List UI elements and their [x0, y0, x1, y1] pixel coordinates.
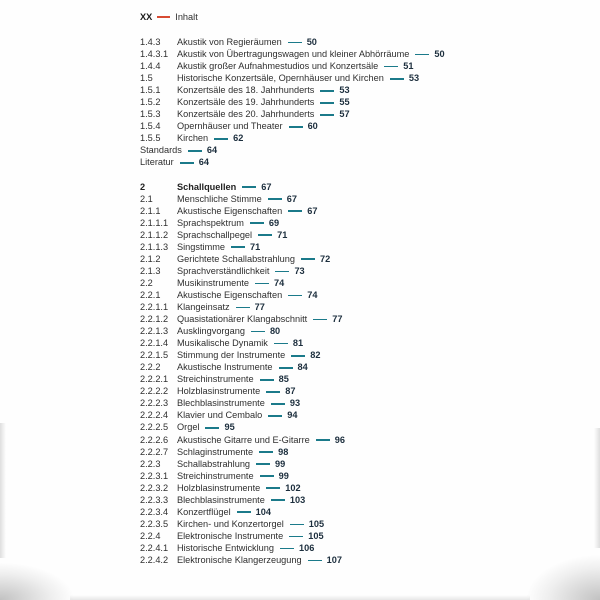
entry-page-number: 93	[289, 398, 301, 409]
entry-dash	[268, 198, 282, 200]
entry-dash	[415, 54, 429, 56]
entry-page-number: 72	[319, 253, 331, 264]
entry-dash	[320, 90, 334, 92]
entry-dash	[289, 536, 303, 538]
entry-page-number: 106	[299, 542, 315, 553]
entry-page-number: 80	[269, 326, 281, 337]
entry-page-number: 98	[278, 446, 289, 457]
entry-page-number: 107	[326, 554, 342, 565]
entry-number: 2.2.2.1	[140, 374, 169, 385]
entry-title: Akustik von Regieräumen	[177, 37, 282, 47]
entry-number: 2.2	[140, 277, 153, 288]
entry-title: Streichinstrumente	[177, 374, 254, 385]
page-edge-shadow-bottom	[70, 595, 530, 600]
entry-title: Konzertsäle des 20. Jahrhunderts	[177, 109, 315, 120]
toc-entry	[140, 421, 570, 433]
toc-entry	[140, 397, 570, 409]
entry-number: 2.2.2.5	[140, 422, 169, 433]
entry-page-number: 71	[277, 229, 288, 240]
entry-number: 2.1.3	[140, 265, 161, 276]
entry-number: 2.1	[140, 193, 153, 204]
entry-title: Stimmung der Instrumente	[177, 350, 286, 361]
entry-number: 2.2.2	[140, 362, 161, 373]
toc-entry	[140, 144, 570, 156]
entry-number: 2.2.2.7	[140, 446, 169, 457]
entry-title: Opernhäuser und Theater	[177, 121, 283, 132]
entry-number: 1.5.4	[140, 121, 161, 132]
toc-entry	[140, 506, 570, 518]
entry-number: 2.2.3.2	[140, 482, 169, 493]
entry-number: 2	[140, 181, 146, 192]
entry-dash	[308, 560, 322, 562]
entry-number: 2.2.3.1	[140, 470, 169, 481]
entry-number: 2.2.1.4	[140, 338, 169, 349]
entry-page-number: 60	[307, 121, 318, 132]
entry-dash	[258, 234, 272, 236]
entry-dash	[266, 391, 280, 393]
header-dash	[157, 16, 170, 18]
entry-number: 2.2.1.1	[140, 301, 169, 312]
entry-number: 1.5.1	[140, 85, 161, 96]
entry-dash	[288, 210, 302, 212]
entry-page-number: 77	[254, 301, 265, 312]
toc-entry	[140, 301, 570, 313]
entry-page-number: 84	[297, 362, 308, 373]
toc-entry	[140, 458, 570, 470]
entry-title: Klangeinsatz	[177, 301, 230, 312]
entry-title: Musikalische Dynamik	[177, 338, 268, 349]
entry-page-number: 104	[255, 506, 271, 517]
entry-title: Elektronische Instrumente	[177, 530, 284, 541]
toc-entry	[140, 434, 570, 446]
toc-entry	[140, 494, 570, 506]
entry-dash	[251, 331, 265, 333]
entry-title: Historische Entwicklung	[177, 542, 275, 553]
toc-entry	[140, 482, 570, 494]
toc-entry	[140, 277, 570, 289]
toc-entry	[140, 72, 570, 84]
toc-list	[140, 36, 570, 566]
entry-page-number: 53	[339, 85, 350, 96]
entry-title: Klavier und Cembalo	[177, 410, 263, 421]
entry-page-number: 103	[289, 494, 306, 505]
entry-title: Konzertsäle des 18. Jahrhunderts	[177, 85, 315, 96]
toc-entry	[140, 205, 570, 217]
entry-dash	[236, 307, 250, 309]
entry-title: Konzertflügel	[177, 506, 231, 517]
entry-number: 2.1.2	[140, 253, 161, 264]
entry-page-number: 51	[403, 61, 414, 72]
entry-dash	[275, 271, 289, 273]
toc-entry	[140, 48, 570, 60]
entry-dash	[290, 524, 304, 526]
entry-dash	[260, 379, 274, 381]
entry-title: Schallabstrahlung	[177, 458, 251, 469]
entry-number: 1.4.3	[140, 37, 161, 47]
entry-page-number: 50	[306, 37, 317, 47]
entry-number: 2.1.1.3	[140, 241, 169, 252]
entry-number: 2.2.4.2	[140, 554, 169, 565]
entry-number: 2.2.4.1	[140, 542, 169, 553]
entry-page-number: 64	[198, 157, 209, 168]
entry-title: Akustische Instrumente	[177, 362, 273, 373]
toc-entry	[140, 542, 570, 554]
entry-number: 2.2.1.5	[140, 350, 169, 361]
entry-page-number: 67	[286, 193, 297, 204]
entry-page-number: 57	[339, 109, 350, 120]
entry-page-number: 96	[334, 434, 345, 445]
toc-entry	[140, 373, 570, 385]
entry-title: Menschliche Stimme	[177, 193, 262, 204]
toc-entry	[140, 132, 570, 144]
entry-page-number: 81	[292, 338, 304, 349]
entry-dash	[242, 186, 256, 188]
entry-number: 2.2.3.3	[140, 494, 169, 505]
entry-title: Sprachschallpegel	[177, 229, 253, 240]
entry-dash	[279, 367, 293, 369]
entry-number: 2.2.1.2	[140, 314, 169, 325]
entry-dash	[260, 475, 274, 477]
entry-dash	[271, 499, 285, 501]
entry-page-number: 64	[206, 145, 218, 156]
toc-entry	[140, 530, 570, 542]
toc-entry	[140, 289, 570, 301]
entry-number: 2.2.3	[140, 458, 161, 469]
entry-number: 1.5.3	[140, 109, 161, 120]
entry-number: 1.5	[140, 73, 153, 84]
entry-page-number: 69	[268, 217, 280, 228]
toc-entry	[140, 156, 570, 168]
entry-title: Orgel	[177, 422, 200, 433]
toc-entry	[140, 409, 570, 421]
entry-dash	[266, 487, 280, 489]
toc-entry	[140, 385, 570, 397]
entry-title: Singstimme	[177, 241, 225, 252]
toc-entry	[140, 108, 570, 120]
toc-entry	[140, 36, 570, 48]
entry-title: Akustische Gitarre und E-Gitarre	[177, 434, 310, 445]
entry-dash	[231, 246, 245, 248]
entry-page-number: 71	[250, 241, 261, 252]
entry-page-number: 55	[339, 97, 350, 108]
entry-title: Kirchen	[177, 133, 209, 144]
entry-page-number: 87	[285, 386, 296, 397]
entry-page-number: 102	[285, 482, 301, 493]
entry-title: Gerichtete Schallabstrahlung	[177, 253, 295, 264]
entry-dash	[313, 319, 327, 321]
toc-entry	[140, 349, 570, 361]
entry-title: Akustik großer Aufnahmestudios und Konzertsäle	[177, 61, 379, 72]
toc-entry	[140, 253, 570, 265]
toc-entry	[140, 518, 570, 530]
entry-dash	[205, 427, 219, 429]
entry-dash	[289, 126, 303, 128]
entry-number: 2.2.3.4	[140, 506, 169, 517]
entry-dash	[255, 283, 269, 285]
entry-page-number: 85	[278, 374, 289, 385]
entry-dash	[390, 78, 404, 80]
toc-content	[140, 11, 570, 566]
entry-number: 2.2.2.6	[140, 434, 169, 445]
entry-dash	[256, 463, 270, 465]
entry-dash	[188, 150, 202, 152]
entry-title: Sprachverständlichkeit	[177, 265, 270, 276]
entry-dash	[320, 102, 334, 104]
entry-number: 2.2.2.4	[140, 410, 169, 421]
toc-entry	[140, 554, 570, 566]
entry-title: Musikinstrumente	[177, 277, 249, 288]
entry-dash	[237, 511, 251, 513]
toc-entry	[140, 60, 570, 72]
entry-title: Literatur	[140, 157, 174, 168]
entry-title: Historische Konzertsäle, Opernhäuser und Kirchen	[177, 73, 384, 84]
toc-entry	[140, 313, 570, 325]
entry-title: Blechblasinstrumente	[177, 398, 265, 409]
entry-page-number: 99	[278, 470, 289, 481]
page-edge-shadow-right	[594, 428, 600, 548]
entry-title: Kirchen- und Konzertorgel	[177, 518, 284, 529]
entry-number: 2.2.1	[140, 289, 161, 300]
entry-title: Streichinstrumente	[177, 470, 254, 481]
entry-title: Holzblasinstrumente	[177, 482, 261, 493]
entry-title: Akustik von Übertragungswagen und kleiner Abhörräume	[177, 49, 410, 60]
entry-number: 2.1.1.1	[140, 217, 169, 228]
entry-number: 1.5.2	[140, 97, 161, 108]
toc-entry	[140, 337, 570, 349]
entry-page-number: 77	[332, 314, 343, 325]
toc-entry	[140, 217, 570, 229]
toc-entry	[140, 470, 570, 482]
toc-entry	[140, 84, 570, 96]
entry-page-number: 62	[233, 133, 244, 144]
entry-page-number: 99	[275, 458, 286, 469]
entry-page-number: 95	[224, 422, 235, 433]
entry-dash	[271, 403, 285, 405]
entry-dash	[384, 66, 398, 68]
entry-title: Schlaginstrumente	[177, 446, 254, 457]
entry-dash	[259, 451, 273, 453]
toc-entry	[140, 229, 570, 241]
entry-title: Holzblasinstrumente	[177, 386, 261, 397]
entry-page-number: 53	[408, 73, 420, 84]
page-edge-shadow-left	[0, 423, 6, 558]
entry-dash	[320, 114, 334, 116]
toc-entry	[140, 96, 570, 108]
entry-title: Quasistationärer Klangabschnitt	[177, 314, 308, 325]
entry-dash	[280, 548, 294, 550]
entry-page-number: 67	[307, 205, 318, 216]
entry-title: Akustische Eigenschaften	[177, 289, 283, 300]
entry-number: 1.5.5	[140, 133, 161, 144]
entry-number: 2.1.1	[140, 205, 161, 216]
entry-dash	[288, 295, 302, 297]
toc-entry	[140, 120, 570, 132]
entry-number: 2.2.1.3	[140, 326, 169, 337]
entry-title: Standards	[140, 145, 182, 156]
entry-number: 1.4.3.1	[140, 49, 169, 60]
entry-page-number: 105	[308, 530, 324, 541]
entry-page-number: 94	[287, 410, 298, 421]
entry-page-number: 73	[294, 265, 305, 276]
page-header	[140, 11, 570, 23]
entry-page-number: 74	[307, 289, 318, 300]
entry-dash	[214, 138, 228, 140]
entry-page-number: 74	[274, 277, 285, 288]
entry-dash	[250, 222, 264, 224]
entry-number: 2.2.2.2	[140, 386, 169, 397]
toc-entry	[140, 265, 570, 277]
entry-number: 2.2.3.5	[140, 518, 169, 529]
entry-title: Konzertsäle des 19. Jahrhunderts	[177, 97, 315, 108]
entry-dash	[274, 343, 288, 345]
entry-title: Akustische Eigenschaften	[177, 205, 283, 216]
header-title: Inhalt	[175, 12, 198, 22]
entry-title: Schallquellen	[177, 181, 237, 192]
entry-number: 2.2.2.3	[140, 398, 169, 409]
entry-title: Blechblasinstrumente	[177, 494, 265, 505]
toc-entry	[140, 325, 570, 337]
entry-dash	[268, 415, 282, 417]
entry-title: Sprachspektrum	[177, 217, 244, 228]
entry-page-number: 50	[434, 49, 445, 60]
header-page-number: XX	[140, 12, 153, 22]
entry-page-number: 105	[308, 518, 325, 529]
entry-dash	[180, 162, 194, 164]
entry-dash	[301, 258, 315, 260]
toc-entry	[140, 361, 570, 373]
entry-number: 1.4.4	[140, 61, 161, 72]
toc-entry	[140, 193, 570, 205]
toc-entry	[140, 446, 570, 458]
toc-entry	[140, 181, 570, 193]
entry-title: Elektronische Klangerzeugung	[177, 554, 302, 565]
entry-page-number: 82	[310, 350, 321, 361]
entry-page-number: 67	[261, 181, 272, 192]
entry-dash	[316, 439, 330, 441]
toc-entry	[140, 241, 570, 253]
entry-number: 2.1.1.2	[140, 229, 169, 240]
entry-number: 2.2.4	[140, 530, 161, 541]
entry-dash	[288, 42, 302, 44]
page-corner-shadow-bottom-left	[0, 552, 95, 600]
entry-dash	[291, 355, 305, 357]
entry-title: Ausklingvorgang	[177, 326, 245, 337]
